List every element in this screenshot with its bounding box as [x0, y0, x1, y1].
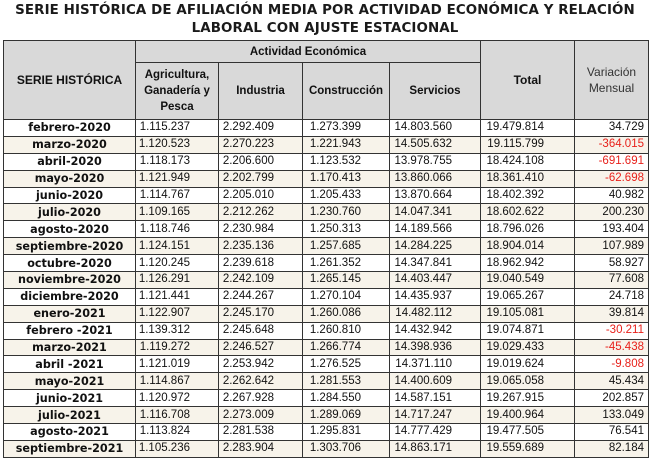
total-cell: 19.105.081: [481, 305, 575, 322]
construccion-cell: 1.170.413: [303, 170, 390, 187]
table-row: [4, 238, 649, 255]
total-cell: 19.029.433: [481, 339, 575, 356]
industria-cell: 2.246.527: [219, 339, 303, 356]
servicios-cell: 14.482.112: [390, 305, 481, 322]
servicios-cell: 14.400.609: [390, 373, 481, 390]
construccion-cell: 1.261.352: [303, 255, 390, 272]
variacion-cell: 76.541: [575, 424, 649, 441]
construccion-header: Construcción: [303, 63, 390, 120]
table-row: [4, 339, 649, 356]
total-cell: 19.400.964: [481, 407, 575, 424]
total-cell: 19.074.871: [481, 322, 575, 339]
industria-cell: 2.273.009: [219, 407, 303, 424]
servicios-cell: 14.863.171: [390, 440, 481, 457]
construccion-cell: 1.221.943: [303, 136, 390, 153]
construccion-cell: 1.281.553: [303, 373, 390, 390]
total-cell: 18.361.410: [481, 170, 575, 187]
total-cell: 18.796.026: [481, 221, 575, 238]
servicios-cell: 14.777.429: [390, 424, 481, 441]
industria-cell: 2.283.904: [219, 440, 303, 457]
construccion-cell: 1.266.774: [303, 339, 390, 356]
industria-cell: 2.253.942: [219, 356, 303, 373]
agricultura-cell: 1.120.245: [136, 255, 219, 272]
total-cell: 18.904.014: [481, 238, 575, 255]
construccion-cell: 1.260.086: [303, 305, 390, 322]
total-cell: 18.962.942: [481, 255, 575, 272]
variacion-cell: 107.989: [575, 238, 649, 255]
table-row: [4, 288, 649, 305]
servicios-cell: 14.435.937: [390, 288, 481, 305]
variacion-cell: 133.049: [575, 407, 649, 424]
construccion-cell: 1.250.313: [303, 221, 390, 238]
construccion-cell: 1.257.685: [303, 238, 390, 255]
construccion-cell: 1.265.145: [303, 272, 390, 289]
servicios-cell: 14.189.566: [390, 221, 481, 238]
servicios-cell: 14.347.841: [390, 255, 481, 272]
variacion-cell: 45.434: [575, 373, 649, 390]
agricultura-cell: 1.121.441: [136, 288, 219, 305]
table-body: [4, 120, 649, 458]
table-row: [4, 373, 649, 390]
total-cell: 19.115.799: [481, 136, 575, 153]
month-cell: julio-2021: [4, 407, 136, 424]
variacion-cell: 39.814: [575, 305, 649, 322]
total-header: Total: [481, 41, 575, 120]
variacion-cell: 40.982: [575, 187, 649, 204]
month-cell: diciembre-2020: [4, 288, 136, 305]
table-row: [4, 440, 649, 457]
agricultura-cell: 1.139.312: [136, 322, 219, 339]
month-cell: agosto-2021: [4, 424, 136, 441]
month-cell: febrero -2021: [4, 322, 136, 339]
month-cell: mayo-2020: [4, 170, 136, 187]
variacion-cell: -364.015: [575, 136, 649, 153]
construccion-cell: 1.230.760: [303, 204, 390, 221]
agricultura-cell: 1.122.907: [136, 305, 219, 322]
industria-cell: 2.212.262: [219, 204, 303, 221]
construccion-cell: 1.123.532: [303, 153, 390, 170]
construccion-cell: 1.273.399: [303, 120, 390, 137]
table-row: [4, 153, 649, 170]
construccion-cell: 1.295.831: [303, 424, 390, 441]
servicios-cell: 13.860.066: [390, 170, 481, 187]
agricultura-cell: 1.124.151: [136, 238, 219, 255]
servicios-cell: 14.398.936: [390, 339, 481, 356]
servicios-cell: 14.505.632: [390, 136, 481, 153]
variacion-cell: 77.608: [575, 272, 649, 289]
total-cell: 18.424.108: [481, 153, 575, 170]
servicios-cell: 14.047.341: [390, 204, 481, 221]
servicios-cell: 14.284.225: [390, 238, 481, 255]
variacion-cell: -691.691: [575, 153, 649, 170]
servicios-cell: 14.432.942: [390, 322, 481, 339]
industria-header: Industria: [219, 63, 303, 120]
total-cell: 19.477.505: [481, 424, 575, 441]
variacion-cell: -62.698: [575, 170, 649, 187]
servicios-cell: 13.870.664: [390, 187, 481, 204]
month-cell: septiembre-2020: [4, 238, 136, 255]
industria-cell: 2.270.223: [219, 136, 303, 153]
month-cell: septiembre-2021: [4, 440, 136, 457]
agricultura-cell: 1.121.019: [136, 356, 219, 373]
table-row: [4, 322, 649, 339]
title-line-1: SERIE HISTÓRICA DE AFILIACIÓN MEDIA POR ACTIVIDAD ECONÓMICA Y RELACIÓN: [15, 3, 635, 18]
industria-cell: 2.267.928: [219, 390, 303, 407]
variacion-cell: 200.230: [575, 204, 649, 221]
month-cell: junio-2020: [4, 187, 136, 204]
total-cell: 19.065.058: [481, 373, 575, 390]
actividad-header: Actividad Económica: [136, 41, 481, 63]
construccion-cell: 1.303.706: [303, 440, 390, 457]
table-row: [4, 136, 649, 153]
month-cell: marzo-2020: [4, 136, 136, 153]
servicios-header: Servicios: [390, 63, 481, 120]
report-title: [0, 2, 650, 38]
table-row: [4, 255, 649, 272]
total-cell: 18.402.392: [481, 187, 575, 204]
affiliation-table: [3, 40, 649, 458]
servicios-cell: 14.587.151: [390, 390, 481, 407]
month-cell: marzo-2021: [4, 339, 136, 356]
title-line-2: LABORAL CON AJUSTE ESTACIONAL: [191, 21, 459, 36]
month-cell: noviembre-2020: [4, 272, 136, 289]
industria-cell: 2.244.267: [219, 288, 303, 305]
agricultura-cell: 1.114.767: [136, 187, 219, 204]
servicios-cell: 14.403.447: [390, 272, 481, 289]
variacion-cell: 82.184: [575, 440, 649, 457]
month-cell: febrero-2020: [4, 120, 136, 137]
variacion-cell: 193.404: [575, 221, 649, 238]
table-row: [4, 221, 649, 238]
industria-cell: 2.281.538: [219, 424, 303, 441]
table-row: [4, 170, 649, 187]
agricultura-cell: 1.118.173: [136, 153, 219, 170]
month-cell: enero-2021: [4, 305, 136, 322]
table-row: [4, 407, 649, 424]
variacion-cell: 58.927: [575, 255, 649, 272]
variacion-cell: 202.857: [575, 390, 649, 407]
agricultura-cell: 1.121.949: [136, 170, 219, 187]
construccion-cell: 1.260.810: [303, 322, 390, 339]
industria-cell: 2.292.409: [219, 120, 303, 137]
agricultura-cell: 1.126.291: [136, 272, 219, 289]
construccion-cell: 1.284.550: [303, 390, 390, 407]
total-cell: 19.559.689: [481, 440, 575, 457]
agricultura-cell: 1.105.236: [136, 440, 219, 457]
construccion-cell: 1.205.433: [303, 187, 390, 204]
month-cell: junio-2021: [4, 390, 136, 407]
industria-cell: 2.242.109: [219, 272, 303, 289]
variacion-cell: -45.438: [575, 339, 649, 356]
month-cell: abril -2021: [4, 356, 136, 373]
industria-cell: 2.245.648: [219, 322, 303, 339]
agricultura-cell: 1.120.972: [136, 390, 219, 407]
industria-cell: 2.230.984: [219, 221, 303, 238]
agricultura-cell: 1.118.746: [136, 221, 219, 238]
agricultura-cell: 1.113.824: [136, 424, 219, 441]
agricultura-header: Agricultura, Ganadería y Pesca: [136, 63, 219, 120]
serie-header: SERIE HISTÓRICA: [4, 41, 136, 120]
total-cell: 19.267.915: [481, 390, 575, 407]
agricultura-cell: 1.114.867: [136, 373, 219, 390]
construccion-cell: 1.270.104: [303, 288, 390, 305]
industria-cell: 2.262.642: [219, 373, 303, 390]
table-row: [4, 187, 649, 204]
agricultura-cell: 1.120.523: [136, 136, 219, 153]
total-cell: 19.019.624: [481, 356, 575, 373]
variacion-cell: -30.211: [575, 322, 649, 339]
total-cell: 19.065.267: [481, 288, 575, 305]
month-cell: mayo-2021: [4, 373, 136, 390]
total-cell: 19.040.549: [481, 272, 575, 289]
table-row: [4, 424, 649, 441]
variacion-cell: -9.808: [575, 356, 649, 373]
servicios-cell: 14.717.247: [390, 407, 481, 424]
total-cell: 19.479.814: [481, 120, 575, 137]
servicios-cell: 13.978.755: [390, 153, 481, 170]
industria-cell: 2.245.170: [219, 305, 303, 322]
agricultura-cell: 1.115.237: [136, 120, 219, 137]
industria-cell: 2.235.136: [219, 238, 303, 255]
industria-cell: 2.205.010: [219, 187, 303, 204]
total-cell: 18.602.622: [481, 204, 575, 221]
month-cell: octubre-2020: [4, 255, 136, 272]
servicios-cell: 14.371.110: [390, 356, 481, 373]
table-row: [4, 204, 649, 221]
month-cell: abril-2020: [4, 153, 136, 170]
variacion-cell: 24.718: [575, 288, 649, 305]
industria-cell: 2.206.600: [219, 153, 303, 170]
construccion-cell: 1.276.525: [303, 356, 390, 373]
table-row: [4, 390, 649, 407]
month-cell: julio-2020: [4, 204, 136, 221]
variacion-cell: 34.729: [575, 120, 649, 137]
table-row: [4, 120, 649, 137]
industria-cell: 2.202.799: [219, 170, 303, 187]
agricultura-cell: 1.119.272: [136, 339, 219, 356]
table-row: [4, 356, 649, 373]
table-row: [4, 272, 649, 289]
variacion-header: Variación Mensual: [575, 41, 649, 120]
agricultura-cell: 1.109.165: [136, 204, 219, 221]
agricultura-cell: 1.116.708: [136, 407, 219, 424]
month-cell: agosto-2020: [4, 221, 136, 238]
table-row: [4, 305, 649, 322]
construccion-cell: 1.289.069: [303, 407, 390, 424]
servicios-cell: 14.803.560: [390, 120, 481, 137]
industria-cell: 2.239.618: [219, 255, 303, 272]
